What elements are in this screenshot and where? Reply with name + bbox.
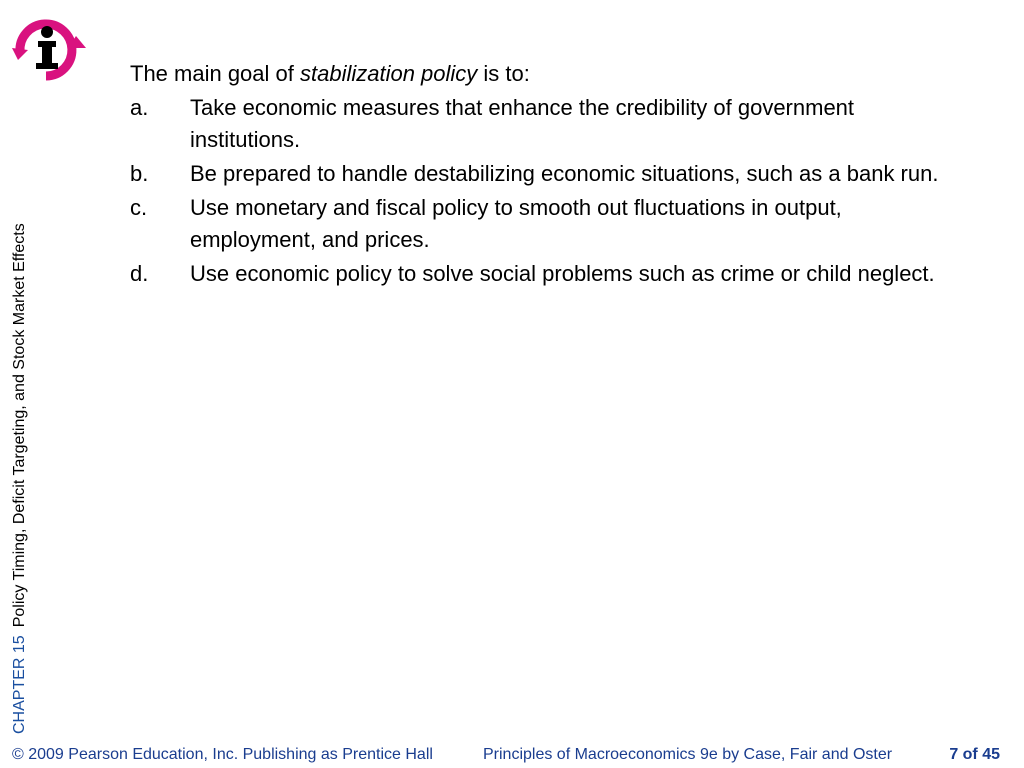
chapter-title: Policy Timing, Deficit Targeting, and Stock Market Effects — [11, 223, 28, 628]
option-letter: d. — [130, 261, 149, 286]
option-a — [130, 92, 970, 156]
footer-page-number: 7 of 45 — [949, 746, 1000, 763]
option-d — [130, 258, 970, 290]
question-emphasis: stabilization policy — [299, 61, 478, 86]
question-prefix: The main goal of — [130, 61, 300, 86]
option-text: Take economic measures that enhance the credibility of government institutions. — [190, 95, 855, 152]
slide-footer — [0, 742, 1024, 768]
question-text — [130, 58, 970, 90]
footer-book-title: Principles of Macroeconomics 9e by Case, Fair and Oster — [483, 746, 893, 763]
option-text: Be prepared to handle destabilizing economic situations, such as a bank run. — [190, 161, 939, 186]
info-logo-icon — [10, 14, 88, 84]
option-c — [130, 192, 970, 256]
question-suffix: is to: — [477, 61, 530, 86]
option-text: Use economic policy to solve social problems such as crime or child neglect. — [190, 261, 935, 286]
chapter-side-label — [8, 223, 32, 734]
option-letter: c. — [130, 195, 148, 220]
option-letter: a. — [130, 95, 149, 120]
option-b — [130, 158, 970, 190]
slide-content — [130, 58, 970, 292]
option-text: Use monetary and fiscal policy to smooth out fluctuations in output, employment, and prices. — [190, 195, 842, 252]
option-letter: b. — [130, 161, 149, 186]
footer-copyright: © 2009 Pearson Education, Inc. Publishing as Prentice Hall — [12, 746, 433, 763]
chapter-number: CHAPTER 15 — [11, 635, 28, 734]
